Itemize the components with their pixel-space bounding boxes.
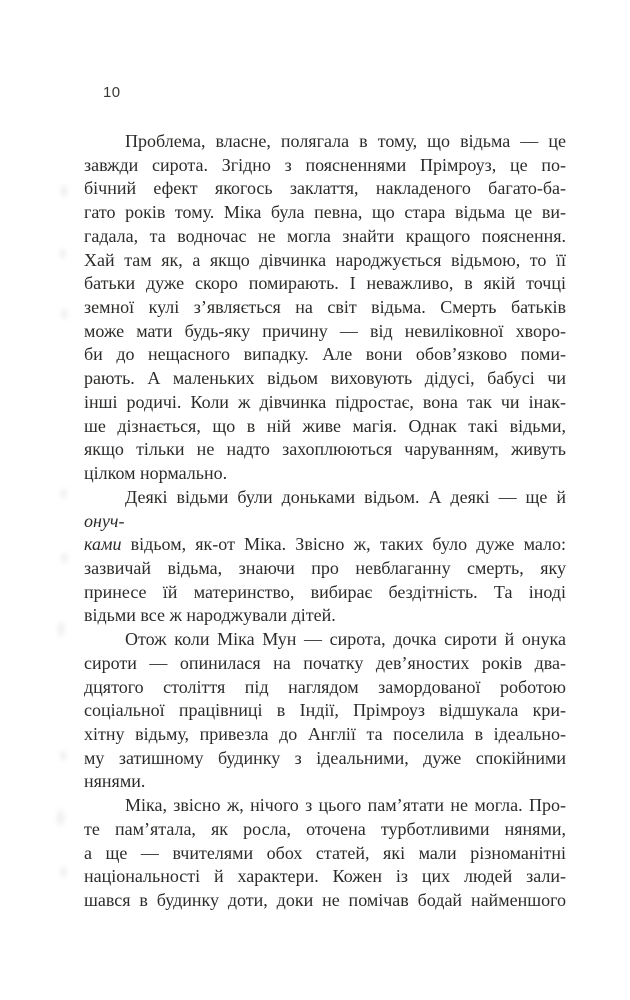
- scan-artifact: [59, 306, 70, 322]
- text-line: ше дізнається, що в ній живе магія. Однак такі відьми,: [84, 415, 566, 436]
- text-line: інші родичі. Коли ж дівчинка підростає, вона так чи інак-: [84, 391, 566, 412]
- scan-artifact: [58, 748, 69, 763]
- text-line: цілком нормально.: [84, 463, 228, 484]
- text-line: соціальної працівниці в Індії, Прімроуз відшукала кри-: [84, 700, 566, 721]
- text-line: гато років тому. Міка була певна, що стара відьма це ви-: [84, 202, 566, 223]
- text-line: сироти — опинилася на початку дев’яностих років два-: [84, 652, 566, 673]
- text-line: Хай там як, а якщо дівчинка народжується відьмою, то її: [84, 249, 566, 270]
- text-line: завжди сирота. Згідно з поясненнями Прімроуз, це по-: [84, 154, 566, 175]
- scan-artifact: [59, 550, 70, 566]
- text-line: шався в будинку доти, доки не помічав бодай найменшого: [84, 890, 566, 910]
- text-line: якщо тільки не надто захоплюються чаруванням, живуть: [84, 439, 566, 460]
- text-line: му затишному будинку з ідеальними, дуже спокійними: [84, 747, 566, 768]
- text-line: земної кулі з’являється на світ відьма. Смерть батьків: [84, 297, 566, 318]
- text-line: рають. А маленьких відьом виховують дідусі, бабусі чи: [84, 368, 566, 389]
- scan-artifact: [54, 806, 67, 830]
- text-line: зазвичай відьма, знаючи про невблаганну смерть, яку: [84, 557, 566, 578]
- text-line: Отож коли Міка Мун — сирота, дочка сироти й онука: [125, 629, 566, 650]
- text-line: Міка, звісно ж, нічого з цього пам’ятати не могла. Про-: [125, 795, 566, 816]
- scan-artifact: [58, 486, 69, 501]
- text-line: дцятого століття під наглядом замордованої роботою: [84, 676, 566, 697]
- text-line: би до нещасного випадку. Але вони обов’язково поми-: [84, 344, 566, 365]
- scan-artifact: [58, 864, 69, 880]
- text-line: нянями.: [84, 771, 146, 792]
- text-line: бічний ефект якогось заклаття, накладеного багато-ба-: [84, 178, 566, 199]
- text-line: гадала, та водночас не могла знайти кращого пояснення.: [84, 225, 566, 246]
- text-line: відьми все ж народжували дітей.: [84, 605, 336, 626]
- text-line: батьки дуже скоро помирають. І неважливо, в якій точці: [84, 273, 566, 294]
- scan-artifact: [55, 618, 67, 640]
- text-line: принесе їй материнство, вибирає бездітність. Та іноді: [84, 581, 566, 602]
- text-line: а ще — вчителями обох статей, які мали різноманітні: [84, 842, 566, 863]
- body-text: [84, 130, 566, 913]
- text-line: хітну відьму, привезла до Англії та поселила в ідеально-: [84, 723, 566, 744]
- scan-artifact: [57, 246, 68, 261]
- text-line: національності й характери. Кожен із цих людей зали-: [84, 866, 566, 887]
- text-line: Деякі відьми були доньками відьом. А деякі — ще й онуч-: [84, 486, 566, 531]
- page-number: 10: [103, 84, 121, 101]
- scan-artifact: [58, 182, 70, 200]
- text-line: Проблема, власне, полягала в тому, що відьма — це: [125, 131, 566, 151]
- text-line: ками відьом, як-от Міка. Звісно ж, таких було дуже мало:: [84, 534, 566, 555]
- text-line: може мати будь-яку причину — від невиліковної хворо-: [84, 320, 566, 341]
- text-line: те пам’ятала, як росла, оточена турботливими нянями,: [84, 818, 566, 839]
